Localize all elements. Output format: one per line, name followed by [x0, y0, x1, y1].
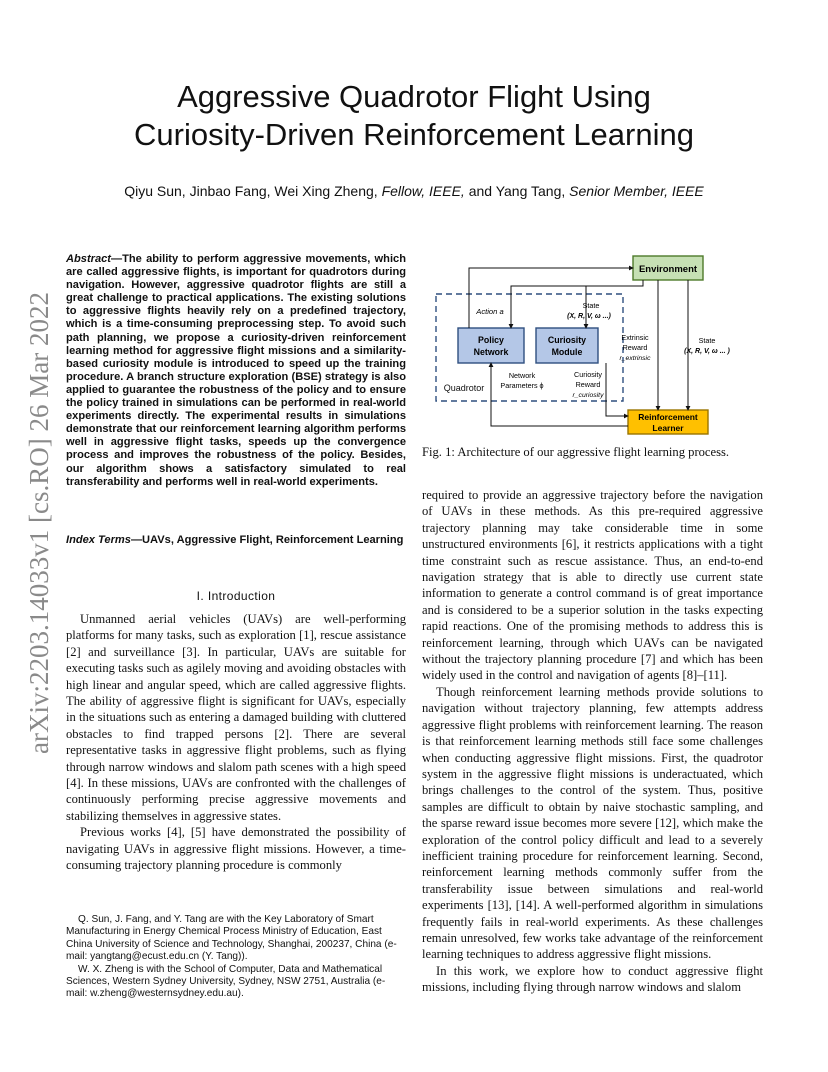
intro-left-column: [66, 611, 406, 874]
index-terms-label: Index Terms: [66, 534, 131, 546]
network-params-annotation-1: Network: [508, 371, 536, 380]
author-senior-grade: Senior Member, IEEE: [569, 183, 704, 199]
index-terms-text: —UAVs, Aggressive Flight, Reinforcement Learning: [130, 534, 404, 546]
state2-annotation-1: State: [698, 336, 716, 345]
action-annotation: Action a: [476, 307, 504, 316]
title-line-2: Curiosity-Driven Reinforcement Learning: [134, 117, 694, 152]
policy-network-label-2: Network: [473, 347, 509, 357]
extrinsic-annotation-2: Reward: [622, 343, 648, 352]
curiosity-reward-annotation-3: r_curiosity: [572, 392, 604, 399]
author-fellow-grade: Fellow, IEEE,: [381, 183, 465, 199]
state-annotation-2: (X, R, V, ω ...): [567, 313, 611, 320]
intro-paragraph-5: In this work, we explore how to conduct aggressive flight missions, including flying through narrow windows and slalom: [422, 963, 763, 995]
environment-label: Environment: [638, 264, 698, 275]
arxiv-identifier-stamp: [18, 280, 58, 760]
curiosity-reward-arrow: [606, 363, 628, 416]
abstract-label: Abstract: [66, 253, 112, 265]
curiosity-module-box: [536, 328, 598, 363]
intro-paragraph-4: Though reinforcement learning methods provide solutions to navigation without trajectory planning, few attempts address aggressive flight problems with reinforcement learning. The reason is that reinforcement learning methods still face some challenges when conducting aggressive flight missions. First, the quadrotor system in the aggressive flight missions is underactuated, which brings challenges to the control of the system. Thus, positive samples are difficult to obtain by naive stochastic sampling, and the sparse reward issue becomes more severe [12], which make the exploration of the control policy difficult and lead to a severely inefficient training procedure for reinforcement learning. Second, reinforcement learning methods commonly suffer from the transferability issue between simulations and real-world experiments [13], [14]. A well-performed algorithm in simulations frequently fails in real-world experiments. As these challenges remain unresolved, few works take advantage of the reinforcement learning techniques to address aggressive flight missions.: [422, 684, 763, 962]
footnote-affiliation-2: W. X. Zheng is with the School of Computer, Data and Mathematical Sciences, Western Sydney University, Sydney, NSW 2751, Australia (e-mail: w.zheng@westernsydney.edu.au).: [66, 963, 386, 1000]
network-params-annotation-2: Parameters ϕ: [500, 381, 544, 390]
curiosity-reward-annotation-2: Reward: [575, 380, 601, 389]
architecture-figure: [426, 248, 766, 438]
learner-label-2: Learner: [652, 423, 684, 433]
curiosity-module-label-2: Module: [551, 347, 583, 357]
title-line-1: Aggressive Quadrotor Flight Using: [177, 79, 651, 114]
abstract: [66, 253, 406, 489]
curiosity-module-label-1: Curiosity: [547, 335, 587, 345]
paper-title: [64, 78, 764, 154]
learner-label-1: Reinforcement: [638, 412, 698, 422]
intro-paragraph-2: Previous works [4], [5] have demonstrated the possibility of navigating UAVs in aggressive flight missions. However, a time-consuming trajectory planning procedure is commonly: [66, 825, 406, 873]
section-heading-introduction: I. Introduction: [196, 589, 276, 603]
quadrotor-label: Quadrotor: [443, 383, 485, 393]
affiliation-footnote: [66, 914, 406, 1001]
policy-network-label-1: Policy: [478, 335, 504, 345]
state2-annotation-2: (X, R, V, ω ... ): [684, 348, 730, 355]
intro-paragraph-1: Unmanned aerial vehicles (UAVs) are well-performing platforms for many tasks, such as exploration [1], rescue assistance [2] and surveillance [3]. In particular, UAVs are suitable for executing tasks such as agilely moving and avoiding obstacles with high linear and angular speed, which are called aggressive flights. The ability of aggressive flight is significant for UAVs, especially in the situations such as entering a damaged building with cluttered obstacles to find trapped persons [2]. There are several representative tasks in aggressive flight problems, such as flying through narrow windows and slalom path scenes with a high speed [4]. In these missions, UAVs are confronted with the challenges of continuously performing precise aggressive movements and stabilizing themselves in aggressive states.: [66, 612, 406, 823]
policy-network-box: [458, 328, 524, 363]
extrinsic-annotation-1: Extrinsic: [621, 333, 649, 342]
author-names-2: and Yang Tang,: [464, 183, 570, 199]
curiosity-reward-annotation-1: Curiosity: [574, 370, 602, 379]
intro-paragraph-3: required to provide an aggressive trajectory before the navigation of UAVs in these methods. As this pre-required aggressive trajectory planning may take considerable time in some unstructured environments [6], it restricts applications with a tight time constraint such as rescue assistance. Thus, an end-to-end navigation strategy that is able to directly use current state information to generate a control command is of great importance and is considered to be a superior solution in the tasks expecting rapid reactions. One of the promising methods to address this is reinforcement learning, through which UAVs can be navigated without the trajectory planning procedure [7] and which has been widely used in the control and navigation of agents [8]–[11].: [422, 488, 763, 683]
index-terms: [66, 534, 406, 547]
arxiv-id-text: arXiv:2203.14033v1 [cs.RO] 26 Mar 2022: [24, 292, 54, 754]
footnote-affiliation-1: Q. Sun, J. Fang, and Y. Tang are with the Key Laboratory of Smart Manufacturing in Energy Chemical Process Ministry of Education, East China University of Science and Technology, Shanghai, 200237, China (e-mail: yangtang@ecust.edu.cn (Y. Tang)).: [66, 914, 397, 963]
state-annotation-1: State: [582, 301, 600, 310]
author-list: [64, 183, 764, 199]
author-names-1: Qiyu Sun, Jinbao Fang, Wei Xing Zheng,: [124, 183, 382, 199]
intro-right-column: [422, 487, 763, 996]
figure-caption: Fig. 1: Architecture of our aggressive flight learning process.: [422, 445, 730, 459]
extrinsic-annotation-3: r_extrinsic: [619, 355, 651, 362]
abstract-text: —The ability to perform aggressive movements, which are called aggressive flights, is important for quadrotors during navigation. However, aggressive quadrotor flights are still a great challenge to practical applications. The existing solutions to aggressive flights heavily rely on a predefined trajectory, which is a time-consuming preprocessing step. To avoid such path planning, we propose a curiosity-driven reinforcement learning method for aggressive flight missions and a similarity-based curiosity module is introduced to speed up the training procedure. A branch structure exploration (BSE) strategy is also applied to guarantee the robustness of the policy and to ensure the policy trained in simulations can be performed in real-world experiments directly. The experimental results in simulations demonstrate that our reinforcement learning algorithm performs well in aggressive flight tasks, speeds up the convergence process and improves the robustness of the policy. Besides, our algorithm shows a satisfactory simulated to real transferability and performs well in real-world experiments.: [66, 253, 406, 488]
